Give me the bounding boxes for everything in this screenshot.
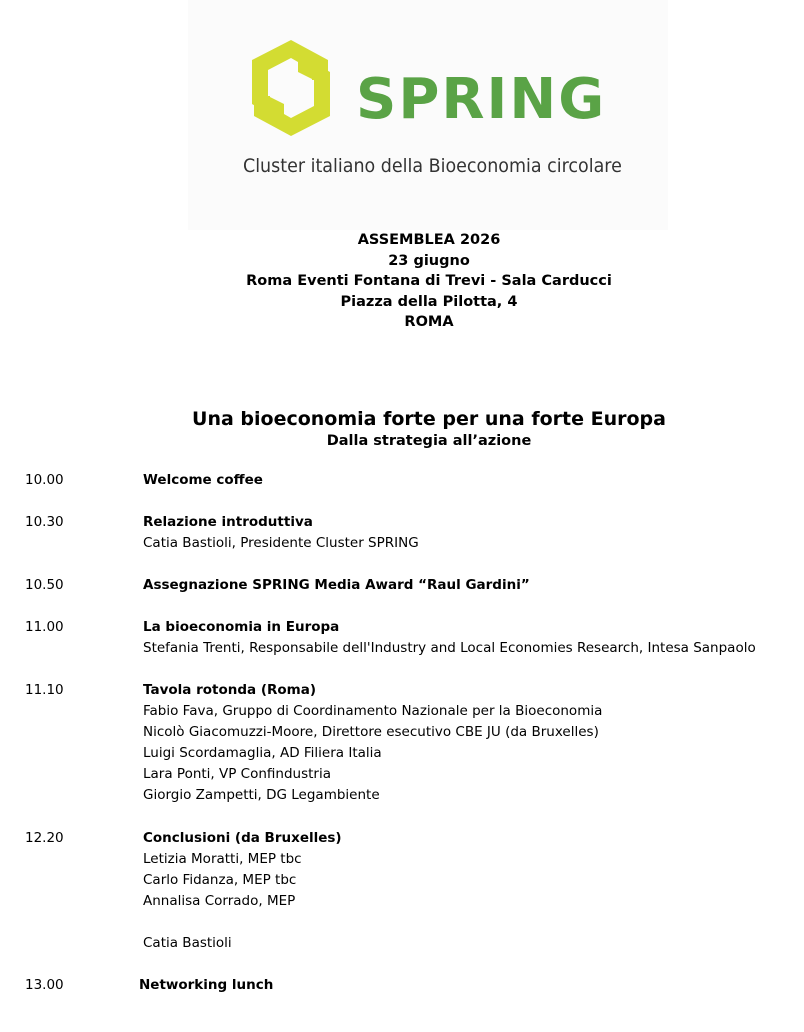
agenda-time: 12.20: [25, 830, 64, 846]
agenda-time: 11.10: [25, 682, 64, 698]
agenda-time: 11.00: [25, 619, 64, 635]
agenda-heading: Assegnazione SPRING Media Award “Raul Gardini”: [143, 577, 530, 593]
event-address: Piazza della Pilotta, 4: [340, 293, 518, 310]
agenda-speaker: Catia Bastioli, Presidente Cluster SPRING: [143, 535, 419, 551]
agenda-speaker: Fabio Fava, Gruppo di Coordinamento Nazionale per la Bioeconomia: [143, 703, 603, 719]
agenda-heading: Relazione introduttiva: [143, 514, 313, 530]
logo-block: [188, 0, 668, 230]
agenda-heading: Networking lunch: [139, 977, 274, 993]
agenda-speaker: Luigi Scordamaglia, AD Filiera Italia: [143, 745, 382, 761]
page-subtitle: Dalla strategia all’azione: [326, 433, 532, 449]
agenda-speaker: Nicolò Giacomuzzi-Moore, Direttore esecutivo CBE JU (da Bruxelles): [143, 724, 599, 740]
agenda-heading: Tavola rotonda (Roma): [143, 682, 317, 698]
spring-logo-mark-icon: [246, 38, 336, 138]
agenda-time: 10.30: [25, 514, 64, 530]
event-venue: Roma Eventi Fontana di Trevi - Sala Carducci: [246, 273, 612, 289]
page-title: Una bioeconomia forte per una forte Europa: [192, 408, 666, 430]
event-info: [0, 230, 804, 333]
logo-wordmark: SPRING: [356, 67, 607, 132]
agenda-time: 10.00: [25, 472, 64, 488]
agenda-heading: La bioeconomia in Europa: [143, 619, 340, 635]
agenda-speaker: Giorgio Zampetti, DG Legambiente: [143, 787, 380, 803]
event-name: ASSEMBLEA 2026: [357, 232, 501, 248]
agenda-speaker: Annalisa Corrado, MEP: [143, 893, 296, 909]
event-date: 23 giugno: [388, 252, 470, 269]
agenda-speaker: Letizia Moratti, MEP tbc: [143, 851, 302, 867]
agenda-speaker: Lara Ponti, VP Confindustria: [143, 766, 332, 782]
agenda-speaker: Catia Bastioli: [143, 935, 232, 951]
agenda-speaker: Stefania Trenti, Responsabile dell'Industry and Local Economies Research, Intesa Sanpaolo: [143, 640, 756, 656]
event-city: ROMA: [404, 314, 454, 330]
agenda-spacer: [143, 912, 793, 933]
logo-tagline: Cluster italiano della Bioeconomia circolare: [243, 155, 622, 177]
agenda-heading: Conclusioni (da Bruxelles): [143, 830, 342, 846]
agenda-heading: Welcome coffee: [143, 472, 263, 488]
agenda-speaker: Carlo Fidanza, MEP tbc: [143, 872, 297, 888]
agenda-time: 10.50: [25, 577, 64, 593]
agenda-time: 13.00: [25, 977, 64, 993]
